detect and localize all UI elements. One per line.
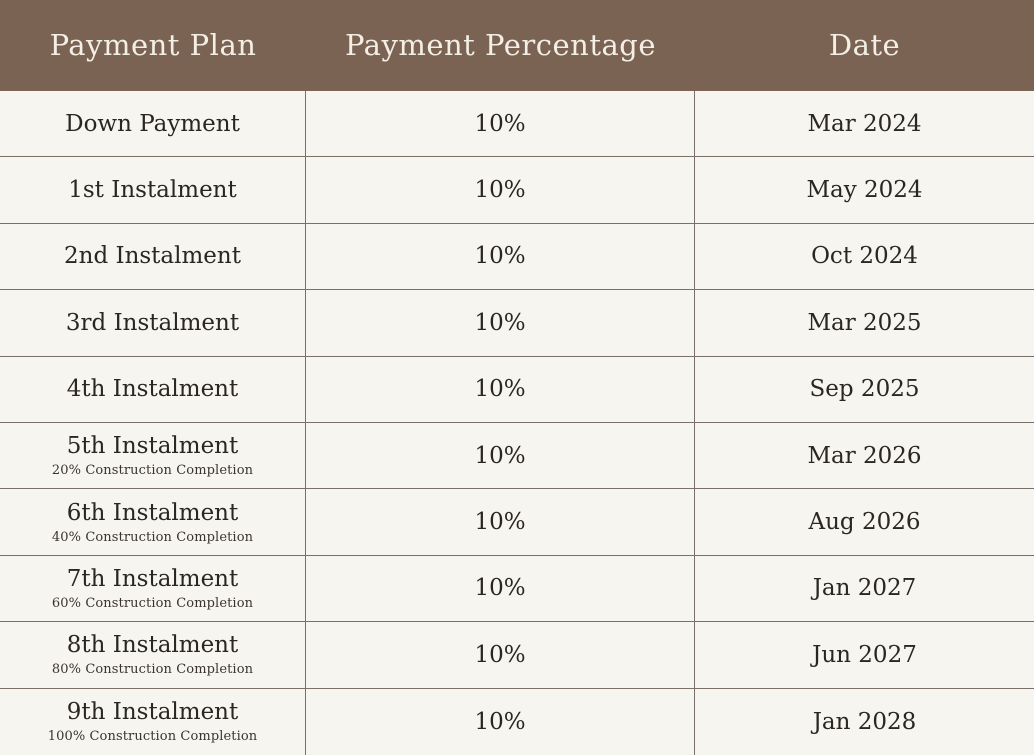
percent-cell [306,91,695,156]
table-row [0,357,1034,423]
plan-cell [0,157,306,222]
table-row [0,423,1034,489]
construction-note: 80% Construction Completion [51,662,254,678]
percent-cell [306,290,695,355]
table-row [0,489,1034,555]
percent-value: 10% [474,376,526,403]
construction-note: 20% Construction Completion [51,463,254,479]
date-cell [695,290,1034,355]
table-header [0,0,1034,91]
date-value: Mar 2025 [807,309,922,336]
plan-label: 2nd Instalment [64,243,241,270]
header-date: Date [828,27,901,62]
percent-cell [306,157,695,222]
plan-label: 1st Instalment [68,177,237,204]
date-value: Mar 2024 [807,110,922,137]
date-cell [695,489,1034,554]
date-value: May 2024 [806,177,923,204]
date-cell [695,689,1034,755]
percent-cell [306,423,695,488]
percent-cell [306,689,695,755]
date-cell [695,622,1034,687]
percent-cell [306,357,695,422]
header-payment-plan: Payment Plan [49,27,257,62]
table-row [0,689,1034,755]
table-body [0,91,1034,755]
percent-value: 10% [474,575,526,602]
date-cell [695,423,1034,488]
date-value: Jun 2027 [812,641,917,668]
plan-cell [0,622,306,687]
plan-cell [0,290,306,355]
percent-value: 10% [474,177,526,204]
percent-value: 10% [474,509,526,536]
date-cell [695,91,1034,156]
date-cell [695,157,1034,222]
percent-value: 10% [474,708,526,735]
construction-note: 40% Construction Completion [51,529,254,545]
percent-value: 10% [474,309,526,336]
construction-note: 100% Construction Completion [47,729,258,745]
plan-label: Down Payment [65,110,240,137]
percent-value: 10% [474,110,526,137]
table-row [0,290,1034,356]
plan-label: 7th Instalment [66,565,239,592]
date-value: Jan 2027 [812,575,917,602]
plan-label: 6th Instalment [66,499,239,526]
plan-cell [0,423,306,488]
plan-label: 9th Instalment [66,699,239,726]
plan-cell [0,224,306,289]
date-value: Oct 2024 [811,243,918,270]
percent-cell [306,622,695,687]
plan-cell [0,689,306,755]
percent-cell [306,556,695,621]
date-cell [695,556,1034,621]
date-value: Aug 2026 [808,509,921,536]
header-payment-percentage: Payment Percentage [344,27,657,62]
date-value: Jan 2028 [812,708,917,735]
percent-value: 10% [474,243,526,270]
table-row [0,157,1034,223]
table-row [0,91,1034,157]
date-value: Mar 2026 [807,442,922,469]
plan-cell [0,91,306,156]
date-cell [695,224,1034,289]
plan-label: 3rd Instalment [65,309,240,336]
percent-value: 10% [474,442,526,469]
plan-cell [0,489,306,554]
plan-cell [0,556,306,621]
table-row [0,556,1034,622]
plan-label: 8th Instalment [66,632,239,659]
percent-value: 10% [474,641,526,668]
table-row [0,224,1034,290]
percent-cell [306,489,695,554]
construction-note: 60% Construction Completion [51,595,254,611]
plan-label: 4th Instalment [66,376,239,403]
plan-cell [0,357,306,422]
plan-label: 5th Instalment [66,433,239,460]
date-value: Sep 2025 [809,376,920,403]
percent-cell [306,224,695,289]
date-cell [695,357,1034,422]
table-row [0,622,1034,688]
